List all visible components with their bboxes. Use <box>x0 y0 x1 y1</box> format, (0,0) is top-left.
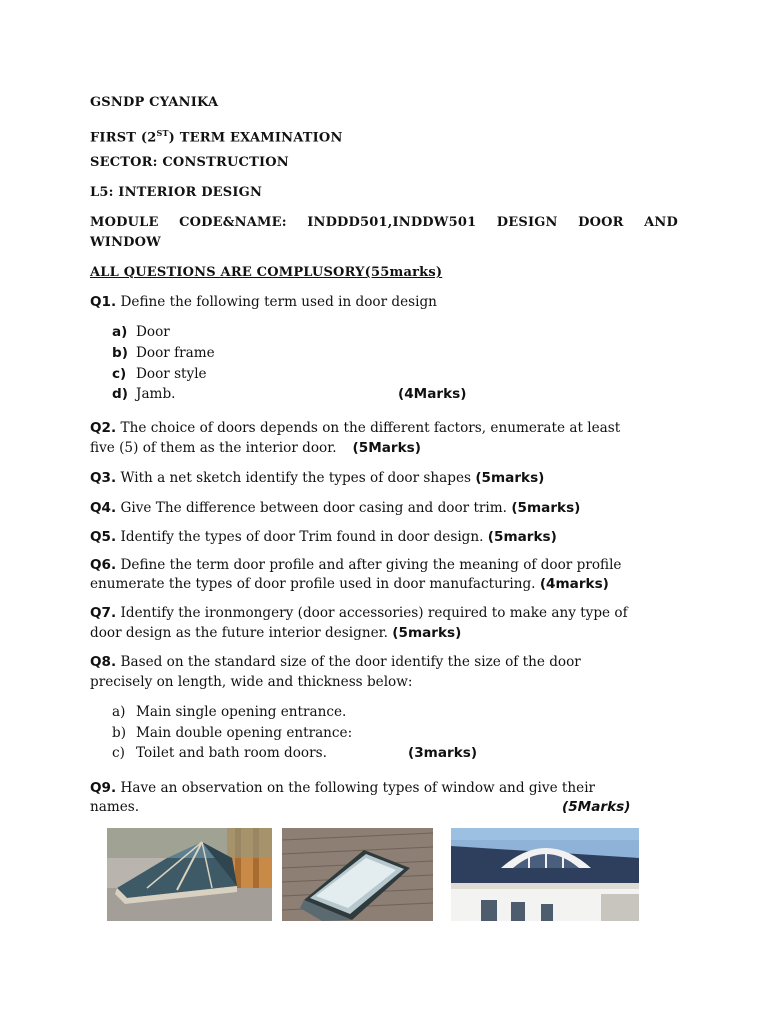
question-6: Q6. Define the term door profile and after giving the meaning of door profile <box>90 557 622 573</box>
exam-title: FIRST (2ST) TERM EXAMINATION <box>90 128 343 146</box>
q1-item-b: b) Door frame <box>112 345 215 361</box>
question-9: Q9. Have an observation on the following types of window and give their <box>90 780 596 796</box>
roof-skylight-photo <box>282 828 433 921</box>
q8-item-c: c) Toilet and bath room doors. <box>112 745 327 761</box>
q8-marks: (3marks) <box>408 745 478 761</box>
skylight-lantern-photo <box>107 828 272 921</box>
instructions: ALL QUESTIONS ARE COMPLUSORY(55marks) <box>90 265 443 280</box>
level-line: L5: INTERIOR DESIGN <box>90 185 263 200</box>
question-5: Q5. Identify the types of door Trim found in door design. (5marks) <box>90 529 557 545</box>
question-4: Q4. Give The difference between door casing and door trim. (5marks) <box>90 500 581 516</box>
school-name: GSNDP CYANIKA <box>90 95 219 110</box>
question-6-cont: enumerate the types of door profile used in door manufacturing. (4marks) <box>90 576 609 592</box>
module-line-tail: WINDOW <box>90 235 161 250</box>
q9-marks: (5Marks) <box>562 799 631 815</box>
question-8: Q8. Based on the standard size of the door identify the size of the door <box>90 654 581 670</box>
module-line: MODULE CODE&NAME: INDDD501,INDDW501 DESIGN DOOR AND <box>90 215 678 230</box>
question-2: Q2. The choice of doors depends on the different factors, enumerate at least <box>90 420 621 436</box>
q1-item-a: a) Door <box>112 324 170 340</box>
question-9-cont: names. <box>90 799 140 815</box>
q1-item-d: d) Jamb. <box>112 386 176 402</box>
question-2-cont: five (5) of them as the interior door. (5Marks) <box>90 440 421 456</box>
question-7-cont: door design as the future interior designer. (5marks) <box>90 625 462 641</box>
question-1: Q1. Define the following term used in door design <box>90 294 437 310</box>
question-3: Q3. With a net sketch identify the types of door shapes (5marks) <box>90 470 545 486</box>
sector-line: SECTOR: CONSTRUCTION <box>90 155 289 170</box>
q1-item-c: c) Door style <box>112 366 207 382</box>
q8-item-b: b) Main double opening entrance: <box>112 725 353 741</box>
question-8-cont: precisely on length, wide and thickness below: <box>90 674 413 690</box>
q1-marks: (4Marks) <box>398 386 467 402</box>
question-7: Q7. Identify the ironmongery (door accessories) required to make any type of <box>90 605 628 621</box>
q8-item-a: a) Main single opening entrance. <box>112 704 347 720</box>
eyebrow-dormer-photo <box>451 828 639 921</box>
